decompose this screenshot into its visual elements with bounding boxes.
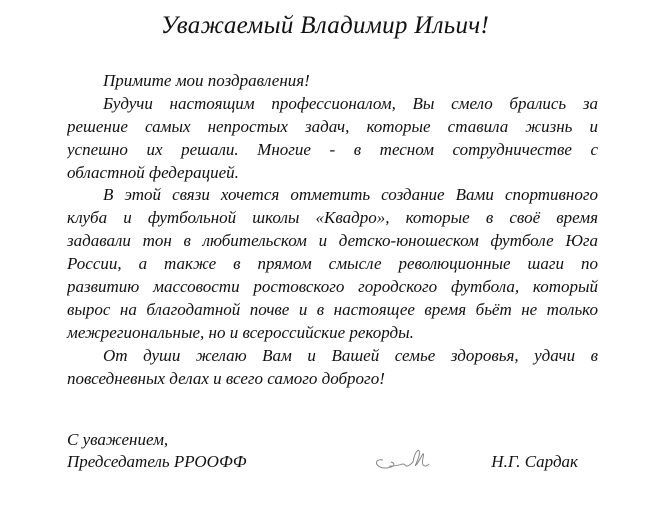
body-line: Будучи настоящим профессионалом, Вы смело брались за [103, 93, 598, 113]
body-line: областной федерацией. [67, 162, 239, 182]
signer-role: Председатель РРООФФ [67, 452, 247, 471]
body-line: вырос на благодатной почве и в настоящее время бьёт не только [67, 299, 598, 319]
handwritten-signature [369, 438, 439, 478]
letter-title: Уважаемый Владимир Ильич! [160, 12, 490, 39]
signer-name: Н.Г. Сардак [491, 452, 578, 471]
body-line: России, а также в прямом смысле революционные шаги по [67, 254, 598, 274]
closing: С уважением, [67, 430, 169, 449]
body-line: задавали тон в любительском и детско-юношеском футболе Юга [67, 231, 598, 251]
body-line: успешно их решали. Многие - в тесном сотрудничестве с [67, 139, 598, 159]
body-line: клуба и футбольной школы «Квадро», которые в своё время [67, 208, 598, 228]
body-line: От души желаю Вам и Вашей семье здоровья, удачи в [103, 345, 598, 365]
body-line: В этой связи хочется отметить создание Вами спортивного [103, 185, 598, 205]
body-line: повседневных делах и всего самого доброго! [67, 368, 385, 388]
body-line: Примите мои поздравления! [103, 71, 310, 90]
body-line: развитию массовости ростовского городского футбола, который [67, 277, 598, 297]
body-line: межрегиональные, но и всероссийские рекорды. [67, 322, 414, 342]
body-line: решение самых непростых задач, которые ставила жизнь и [67, 116, 598, 136]
letter-body [67, 70, 598, 390]
